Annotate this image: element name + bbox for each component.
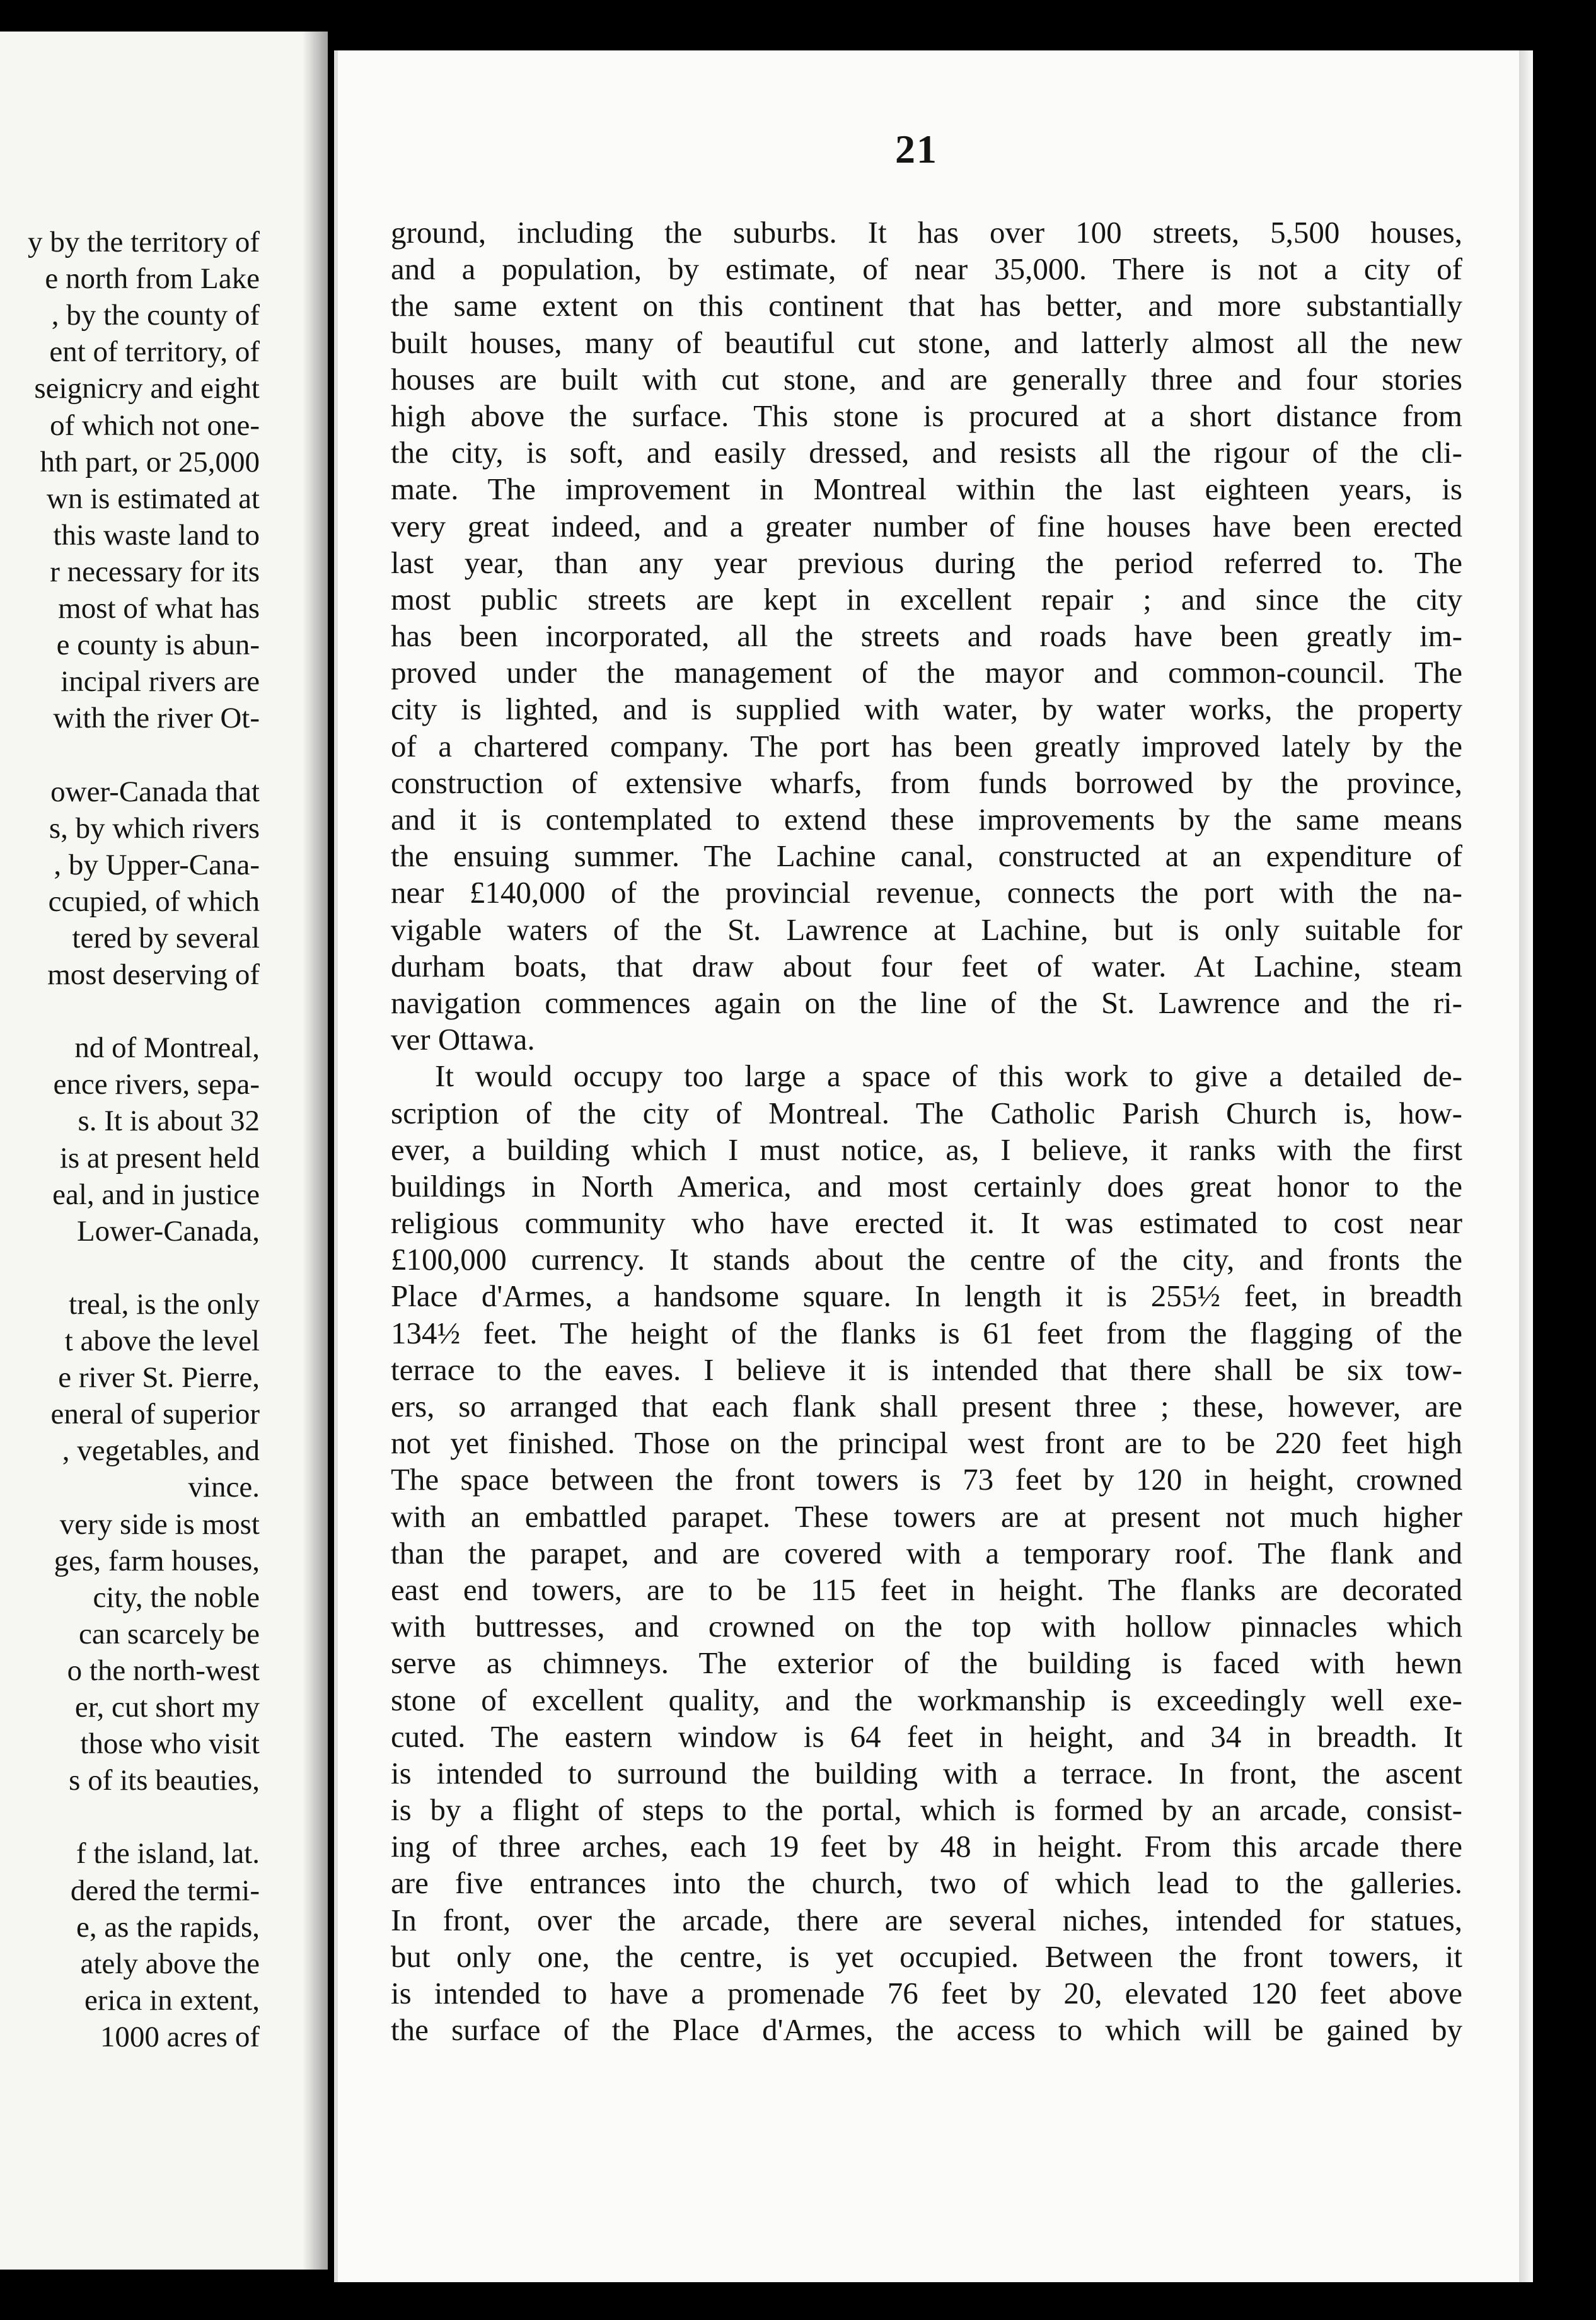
- left-page-line: o the north-west: [67, 1654, 260, 1687]
- text-line: navigation commences again on the line of the St. Lawrence and the ri-: [391, 985, 1462, 1020]
- text-line: with buttresses, and crowned on the top with hollow pinnacles which: [391, 1609, 1462, 1644]
- left-page-line: e north from Lake: [45, 262, 260, 296]
- text-line: terrace to the eaves. I believe it is intended that there shall be six tow-: [391, 1352, 1462, 1387]
- text-line: cuted. The eastern window is 64 feet in height, and 34 in breadth. It: [391, 1719, 1462, 1754]
- text-line: the ensuing summer. The Lachine canal, constructed at an expenditure of: [391, 838, 1462, 874]
- left-page-line: , by the county of: [51, 299, 260, 332]
- left-page-line: ges, farm houses,: [54, 1544, 260, 1577]
- text-line: is intended to have a promenade 76 feet by 20, elevated 120 feet above: [391, 1976, 1462, 2010]
- text-line: ing of three arches, each 19 feet by 48 in height. From this arcade there: [391, 1829, 1462, 1864]
- left-page-line: vince.: [188, 1471, 260, 1504]
- text-line: city is lighted, and is supplied with water, by water works, the property: [391, 692, 1462, 727]
- left-page-line: ent of territory, of: [49, 335, 260, 369]
- left-page-line: s. It is about 32: [78, 1105, 260, 1138]
- left-facing-page: [0, 32, 328, 2270]
- left-page-line: 1000 acres of: [100, 2020, 260, 2053]
- text-line: ver Ottawa.: [391, 1022, 535, 1057]
- left-page-line: hth part, or 25,000: [40, 445, 260, 478]
- left-page-line: can scarcely be: [78, 1617, 260, 1650]
- text-line: the city, is soft, and easily dressed, and resists all the rigour of the cli-: [391, 435, 1462, 470]
- left-page-line: y by the territory of: [27, 226, 260, 258]
- text-line: construction of extensive wharfs, from funds borrowed by the province,: [391, 765, 1462, 800]
- text-line: buildings in North America, and most certainly does great honor to the: [391, 1168, 1462, 1204]
- left-page-line: f the island, lat.: [76, 1837, 260, 1870]
- left-page-line: of which not one-: [50, 409, 260, 442]
- text-line: most public streets are kept in excellent repair ; and since the city: [391, 581, 1462, 617]
- text-line: Place d'Armes, a handsome square. In length it is 255½ feet, in breadth: [391, 1279, 1462, 1314]
- left-page-line: wn is estimated at: [46, 482, 260, 515]
- text-line: mate. The improvement in Montreal within the last eighteen years, is: [391, 472, 1462, 507]
- left-page-line: nd of Montreal,: [74, 1031, 260, 1065]
- right-page-text: [391, 214, 1462, 2048]
- text-line: ever, a building which I must notice, as, I believe, it ranks with the first: [391, 1132, 1462, 1167]
- left-page-line: r necessary for its: [50, 555, 260, 588]
- left-page-line: with the river Ot-: [53, 702, 260, 735]
- left-page-line: is at present held: [59, 1141, 260, 1174]
- left-page-line: city, the noble: [93, 1580, 260, 1614]
- text-line: durham boats, that draw about four feet of water. At Lachine, steam: [391, 948, 1462, 983]
- left-page-line: ower-Canada that: [50, 775, 260, 808]
- left-page-line: very side is most: [59, 1507, 260, 1541]
- text-line: the surface of the Place d'Armes, the access to which will be gained by: [391, 2012, 1462, 2048]
- text-line: high above the surface. This stone is procured at a short distance from: [391, 398, 1462, 433]
- left-page-line: s, by which rivers: [49, 811, 260, 845]
- left-page-line: this waste land to: [53, 518, 260, 552]
- text-line: It would occupy too large a space of this work to give a detailed de-: [435, 1058, 1462, 1094]
- text-line: east end towers, are to be 115 feet in height. The flanks are decorated: [391, 1572, 1462, 1607]
- text-line: and a population, by estimate, of near 35,000. There is not a city of: [391, 252, 1462, 287]
- text-line: ground, including the suburbs. It has over 100 streets, 5,500 houses,: [391, 215, 1462, 250]
- left-page-line: , vegetables, and: [62, 1434, 260, 1468]
- text-line: are five entrances into the church, two of which lead to the galleries.: [391, 1865, 1462, 1901]
- left-page-line: eal, and in justice: [52, 1178, 260, 1211]
- left-page-line: t above the level: [64, 1325, 260, 1357]
- left-page-line: eneral of superior: [50, 1398, 260, 1431]
- left-page-line: e county is abun-: [56, 629, 260, 662]
- text-line: built houses, many of beautiful cut stone, and latterly almost all the new: [391, 325, 1462, 360]
- text-line: vigable waters of the St. Lawrence at Lachine, but is only suitable for: [391, 912, 1462, 947]
- left-page-line: most deserving of: [47, 958, 260, 991]
- text-line: is by a flight of steps to the portal, which is formed by an arcade, consist-: [391, 1792, 1462, 1828]
- text-line: houses are built with cut stone, and are generally three and four stories: [391, 361, 1462, 397]
- left-page-line: ccupied, of which: [48, 884, 260, 918]
- text-line: 134½ feet. The height of the flanks is 61 feet from the flagging of the: [391, 1315, 1462, 1350]
- text-line: very great indeed, and a greater number of fine houses have been erected: [391, 508, 1462, 543]
- left-page-line: e river St. Pierre,: [58, 1361, 260, 1395]
- page-number: 21: [895, 127, 938, 171]
- left-page-line: Lower-Canada,: [76, 1214, 260, 1248]
- left-page-line: s of its beauties,: [69, 1764, 260, 1797]
- text-line: has been incorporated, all the streets and roads have been greatly im-: [391, 618, 1462, 654]
- text-line: not yet finished. Those on the principal west front are to be 220 feet high: [391, 1425, 1462, 1461]
- left-page-line: ence rivers, sepa-: [53, 1068, 260, 1101]
- text-line: scription of the city of Montreal. The Catholic Parish Church is, how-: [391, 1095, 1462, 1130]
- text-line: £100,000 currency. It stands about the centre of the city, and fronts the: [391, 1242, 1462, 1277]
- left-page-line: incipal rivers are: [61, 665, 260, 699]
- left-page-line: most of what has: [58, 592, 260, 625]
- left-page-line: treal, is the only: [69, 1287, 260, 1321]
- text-line: The space between the front towers is 73 feet by 120 in height, crowned: [391, 1462, 1462, 1497]
- gutter-shadow: [303, 32, 328, 2270]
- text-line: than the parapet, and are covered with a temporary roof. The flank and: [391, 1535, 1462, 1570]
- left-page-line: e, as the rapids,: [76, 1910, 260, 1944]
- text-line: with an embattled parapet. These towers are at present not much higher: [391, 1499, 1462, 1534]
- text-line: last year, than any year previous during the period referred to. The: [391, 545, 1462, 580]
- text-line: and it is contemplated to extend these improvements by the same means: [391, 802, 1462, 837]
- text-line: the same extent on this continent that has better, and more substantially: [391, 288, 1462, 323]
- text-line: ers, so arranged that each flank shall present three ; these, however, are: [391, 1389, 1462, 1424]
- left-page-line: erica in extent,: [84, 1983, 260, 2017]
- text-line: In front, over the arcade, there are several niches, intended for statues,: [391, 1902, 1462, 1937]
- text-line: near £140,000 of the provincial revenue, connects the port with the na-: [391, 875, 1462, 910]
- text-line: is intended to surround the building with a terrace. In front, the ascent: [391, 1755, 1462, 1790]
- left-page-line: , by Upper-Cana-: [54, 848, 260, 881]
- text-line: stone of excellent quality, and the workmanship is exceedingly well exe-: [391, 1682, 1462, 1717]
- left-page-line: dered the termi-: [70, 1874, 260, 1907]
- text-line: of a chartered company. The port has been greatly improved lately by the: [391, 728, 1462, 763]
- left-page-line: er, cut short my: [74, 1691, 260, 1724]
- page-edge: [1519, 50, 1533, 2282]
- left-page-line: those who visit: [80, 1727, 260, 1761]
- text-line: religious community who have erected it. It was estimated to cost near: [391, 1205, 1462, 1241]
- left-page-line: tered by several: [72, 921, 260, 954]
- text-line: proved under the management of the mayor and common-council. The: [391, 655, 1462, 690]
- text-line: serve as chimneys. The exterior of the building is faced with hewn: [391, 1645, 1462, 1681]
- left-page-line: ately above the: [80, 1947, 260, 1980]
- text-line: but only one, the centre, is yet occupied. Between the front towers, it: [391, 1939, 1462, 1974]
- left-page-line: seignicry and eight: [34, 372, 260, 405]
